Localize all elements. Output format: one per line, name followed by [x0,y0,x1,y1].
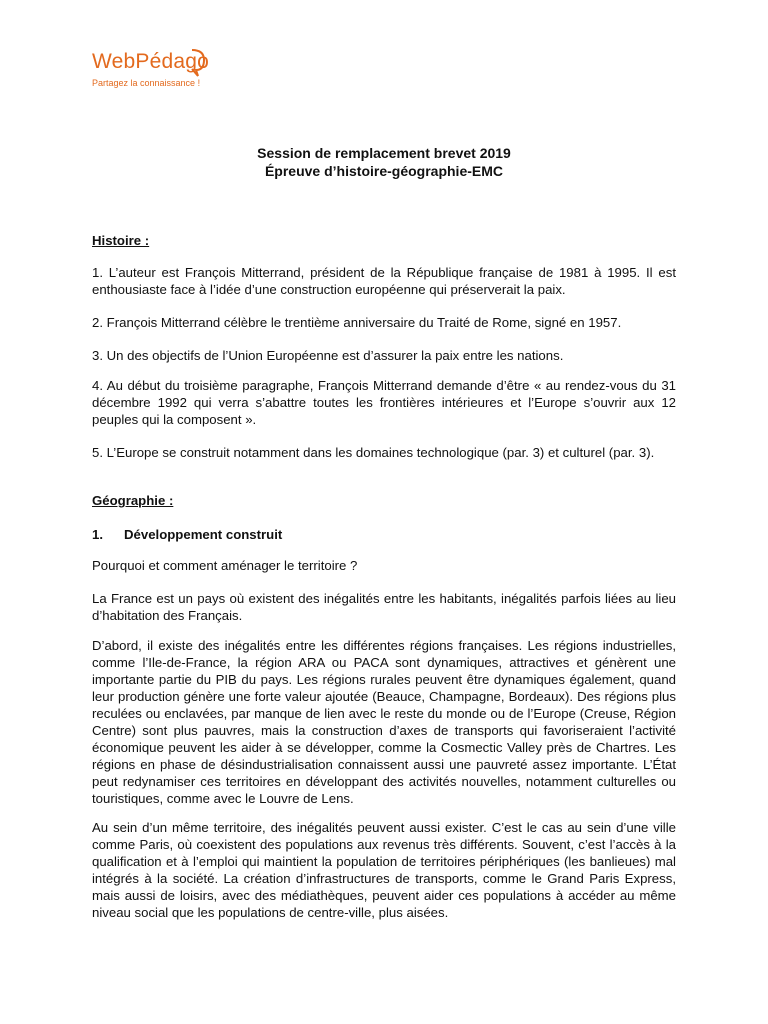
section-title-text: Développement construit [124,527,283,542]
document-subtitle: Épreuve d’histoire-géographie-EMC [264,163,504,179]
geographie-heading: Géographie : [92,493,174,508]
histoire-heading: Histoire : [92,233,150,248]
geographie-paragraph: La France est un pays où existent des inégalités entre les habitants, inégalités parfois liées au lieu d’habitation des Français. [92,591,676,623]
speech-bubble-icon [190,46,206,78]
geographie-paragraph: D’abord, il existe des inégalités entre les différentes régions françaises. Les régions industrielles, comme l’Ile-de-France, la région ARA ou PACA sont dynamiques, attractives et génèrent une importante partie du PIB du pays. Les régions rurales peuvent être dynamiques également, quand leur production génère une forte valeur ajoutée (Beauce, Champagne, Bordeaux). Des régions plus reculées ou enclavées, par manque de lien avec le reste du monde ou de l’Europe (Creuse, Région Centre) sont plus pauvres, mais la construction d’axes de transports qui favoriseraient l’activité économique peuvent les aider à se développer, comme la Cosmectic Valley près de Chartres. Les régions en phase de désindustrialisation connaissent aussi une pauvreté assez importante. L’État peut redynamiser ces territoires en développant des activités nouvelles, notamment culturelles ou touristiques, comme avec le Louvre de Lens. [92,638,676,806]
histoire-item: 2. François Mitterrand célèbre le trentième anniversaire du Traité de Rome, signé en 1957. [92,315,622,330]
histoire-item: 5. L’Europe se construit notamment dans les domaines technologique (par. 3) et culturel (par. 3). [92,445,655,460]
logo-tagline: Partagez la connaissance ! [92,78,201,88]
geographie-paragraph: Au sein d’un même territoire, des inégalités peuvent aussi exister. C’est le cas au sein d’une ville comme Paris, où coexistent des populations aux revenus très différents. Souvent, c’est l’accès à la qualification et à l’emploi qui maintient la population de territoires périphériques (les banlieues) mal intégrés à la société. La création d’infrastructures de transports, comme le Grand Paris Express, mais aussi de loisirs, avec des médiathèques, peuvent aider ces populations à accéder au même niveau social que les populations de centre-ville, plus aisées. [92,820,676,920]
webpedago-logo [92,44,232,96]
histoire-item: 1. L’auteur est François Mitterrand, président de la République française de 1981 à 1995. Il est enthousiaste face à l’idée d’une construction européenne qui préserverait la paix. [92,265,676,297]
geographie-question: Pourquoi et comment aménager le territoire ? [92,558,358,573]
histoire-item: 4. Au début du troisième paragraphe, François Mitterrand demande d’être « au rendez-vous du 31 décembre 1992 qui verra s’abattre toutes les frontières intérieures et l’Europe s’ouvrir aux 12 peuples qui la composent ». [92,378,676,427]
histoire-item: 3. Un des objectifs de l’Union Européenne est d’assurer la paix entre les nations. [92,348,564,363]
section-number: 1. [92,527,103,542]
section-title [92,526,282,543]
logo-name: WebPédago [92,50,210,73]
document-title: Session de remplacement brevet 2019 [257,145,511,161]
